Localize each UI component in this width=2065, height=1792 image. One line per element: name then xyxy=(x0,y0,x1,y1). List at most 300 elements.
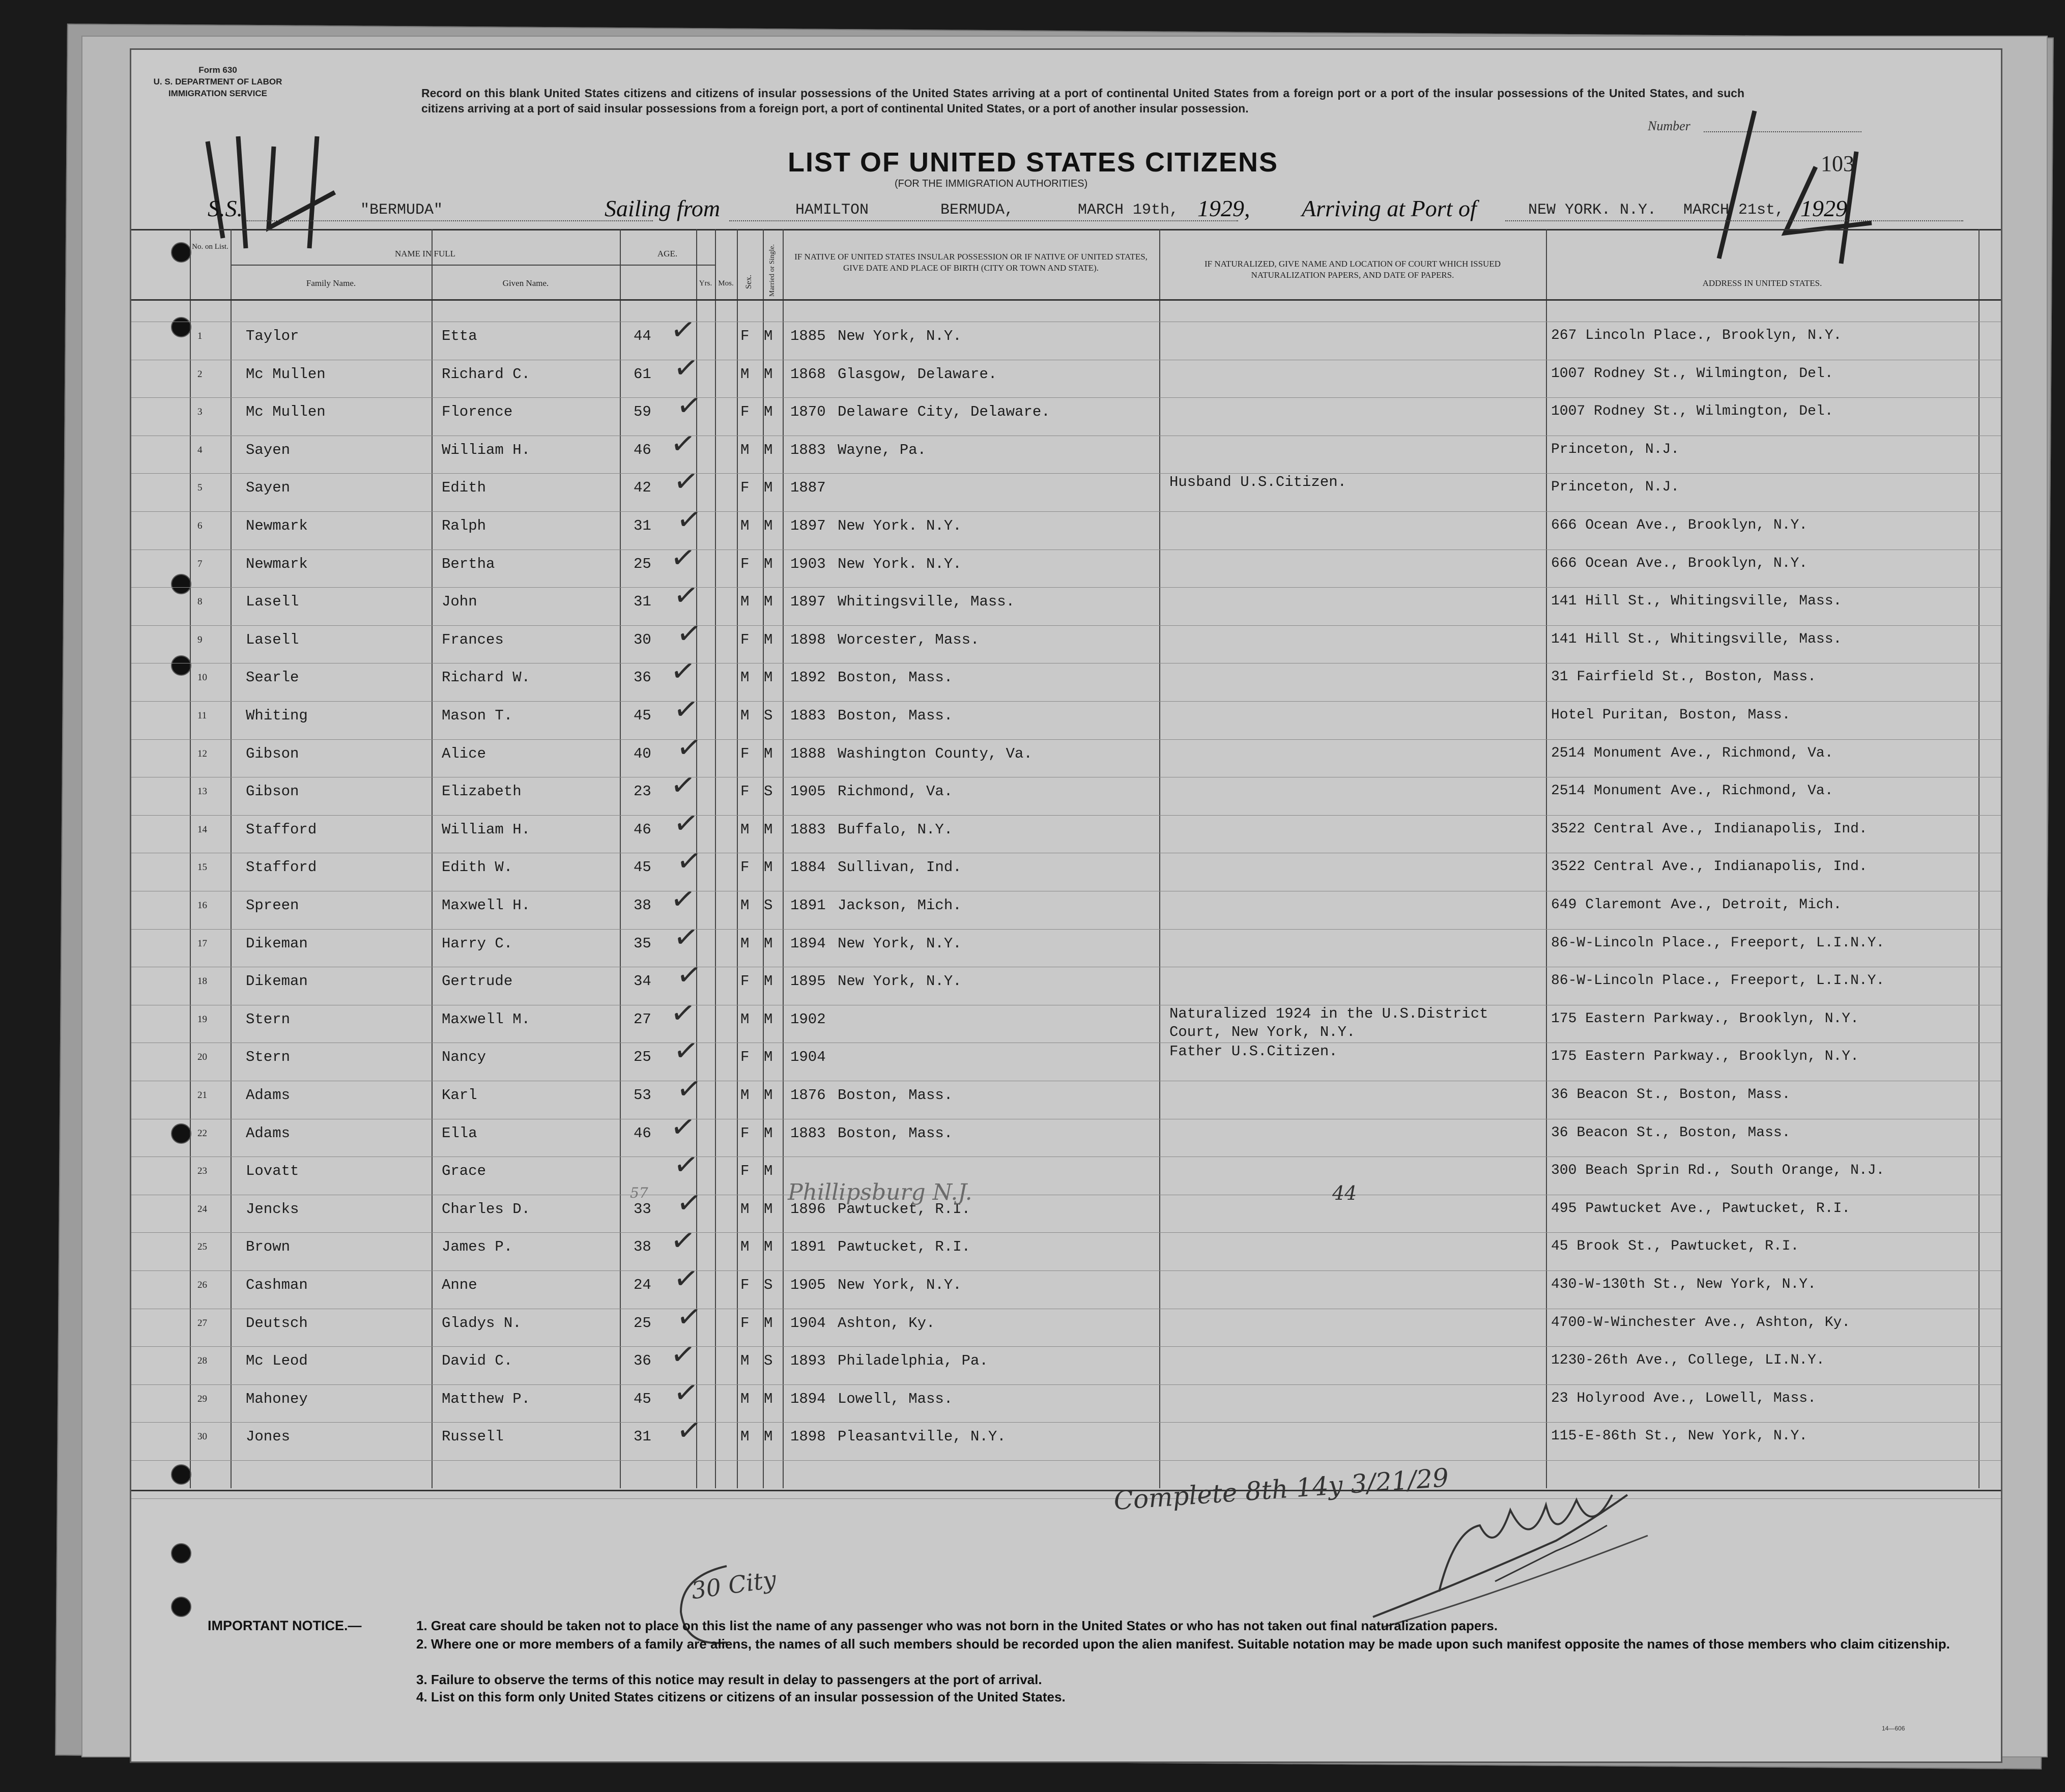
check-mark-icon: ✓ xyxy=(668,880,698,918)
check-mark-icon: ✓ xyxy=(671,918,701,956)
cell-ms: M xyxy=(764,479,773,497)
cell-birth-year: 1891 xyxy=(790,1238,826,1256)
cell-yrs: 59 xyxy=(634,403,651,421)
cell-sex: F xyxy=(740,973,750,990)
cell-birth-place: New York, N.Y. xyxy=(838,1277,962,1293)
cell-family: Sayen xyxy=(246,479,291,497)
cell-ms: M xyxy=(764,1314,773,1332)
cell-family: Dikeman xyxy=(246,973,308,990)
handwritten-count: 30 City xyxy=(690,1565,778,1605)
notice-item: 4. List on this form only United States citizens or citizens of an insular possession of the United States. xyxy=(416,1689,1066,1704)
notice-item: 1. Great care should be taken not to place on this list the name of any passenger who was not born in the United States or who has not taken out final naturalization papers. xyxy=(416,1618,1498,1633)
cell-given: Harry C. xyxy=(442,935,513,952)
cell-ms: M xyxy=(764,669,773,686)
notice-item: 3. Failure to observe the terms of this notice may result in delay to passengers at the port of arrival. xyxy=(416,1672,1042,1687)
header-mos: Mos. xyxy=(718,279,734,287)
cell-given: James P. xyxy=(442,1238,513,1256)
cell-address: 23 Holyrood Ave., Lowell, Mass. xyxy=(1551,1390,1816,1406)
cell-naturalization: Husband U.S.Citizen. xyxy=(1169,474,1347,491)
cell-yrs: 38 xyxy=(634,1238,651,1256)
cell-no: 5 xyxy=(197,482,203,494)
check-mark-icon: ✓ xyxy=(674,1297,704,1336)
cell-birth-place: Delaware City, Delaware. xyxy=(838,403,1050,421)
row-rule xyxy=(131,1232,2001,1233)
cell-family: Sayen xyxy=(246,441,291,458)
check-mark-icon: ✓ xyxy=(671,1259,701,1298)
cell-birth-year: 1894 xyxy=(790,935,826,952)
check-mark-icon: ✓ xyxy=(668,766,698,804)
cell-ms: M xyxy=(764,1163,773,1180)
check-mark-icon: ✓ xyxy=(671,690,701,729)
check-mark-icon: ✓ xyxy=(674,842,704,880)
cell-sex: F xyxy=(740,631,750,648)
cell-birth-place: Boston, Mass. xyxy=(838,707,953,724)
cell-sex: M xyxy=(740,1428,750,1446)
cell-address: 430-W-130th St., New York, N.Y. xyxy=(1551,1277,1816,1292)
department-name: U. S. DEPARTMENT OF LABOR xyxy=(153,77,282,86)
cell-sex: F xyxy=(740,1124,750,1142)
cell-ms: M xyxy=(764,1238,773,1256)
row-rule xyxy=(131,1384,2001,1385)
cell-address: 3522 Central Ave., Indianapolis, Ind. xyxy=(1551,821,1868,837)
cell-address: 2514 Monument Ave., Richmond, Va. xyxy=(1551,745,1833,761)
check-mark-icon: ✓ xyxy=(671,1032,701,1070)
check-mark-icon: ✓ xyxy=(671,463,701,501)
list-title: LIST OF UNITED STATES CITIZENS xyxy=(788,147,1278,178)
cell-birth-year: 1876 xyxy=(790,1087,826,1104)
cell-family: Gibson xyxy=(246,745,299,762)
cell-family: Mc Mullen xyxy=(246,403,326,421)
cell-no: 17 xyxy=(197,938,207,949)
check-mark-icon: ✓ xyxy=(671,1373,701,1411)
cell-sex: F xyxy=(740,859,750,876)
cell-address: 115-E-86th St., New York, N.Y. xyxy=(1551,1428,1808,1444)
row-rule xyxy=(131,815,2001,816)
cell-no: 7 xyxy=(197,558,203,569)
cell-family: Newmark xyxy=(246,555,308,572)
cell-family: Lasell xyxy=(246,631,299,648)
header-given-name: Given Name. xyxy=(502,278,549,288)
cell-birth-year: 1884 xyxy=(790,859,826,876)
check-mark-icon: ✓ xyxy=(668,424,698,463)
handwritten-age-row-23: 57 xyxy=(630,1184,648,1201)
cell-ms: M xyxy=(764,593,773,611)
notice-item: 2. Where one or more members of a family are aliens, the names of all such members should be recorded upon the alien manifest. Suitable notation may be made upon such manifest opposite the names of those members who claim citizenship. xyxy=(416,1636,1950,1652)
cell-no: 11 xyxy=(197,710,207,721)
cell-birth-year: 1905 xyxy=(790,1277,826,1293)
row-rule xyxy=(131,1460,2001,1461)
check-mark-icon: ✓ xyxy=(671,804,701,842)
cell-birth-year: 1888 xyxy=(790,745,826,762)
cell-yrs: 38 xyxy=(634,897,651,914)
cell-birth-place: Boston, Mass. xyxy=(838,1087,953,1104)
cell-yrs: 31 xyxy=(634,517,651,534)
cell-birth-place: Sullivan, Ind. xyxy=(838,859,962,876)
cell-sex: M xyxy=(740,365,750,383)
cell-family: Newmark xyxy=(246,517,308,534)
cell-yrs: 46 xyxy=(634,1124,651,1142)
cell-given: Charles D. xyxy=(442,1200,531,1218)
cell-no: 26 xyxy=(197,1280,207,1290)
cell-ms: M xyxy=(764,1049,773,1066)
cell-birth-place: Worcester, Mass. xyxy=(838,631,980,648)
cell-no: 27 xyxy=(197,1317,207,1328)
cell-no: 23 xyxy=(197,1166,207,1177)
cell-no: 9 xyxy=(197,634,203,645)
cell-yrs: 45 xyxy=(634,1390,651,1407)
cell-birth-place: Jackson, Mich. xyxy=(838,897,962,914)
cell-birth-year: 1883 xyxy=(790,707,826,724)
cell-sex: F xyxy=(740,479,750,497)
arrival-port: NEW YORK. N.Y. xyxy=(1528,201,1657,219)
notice-heading: IMPORTANT NOTICE.— xyxy=(208,1618,362,1633)
cell-given: Edith W. xyxy=(442,859,513,876)
cell-birth-place: Washington County, Va. xyxy=(838,745,1032,762)
cell-family: Spreen xyxy=(246,897,299,914)
cell-address: 4700-W-Winchester Ave., Ashton, Ky. xyxy=(1551,1314,1851,1331)
cell-yrs: 30 xyxy=(634,631,651,648)
cell-yrs: 24 xyxy=(634,1277,651,1293)
cell-address: 175 Eastern Parkway., Brooklyn, N.Y. xyxy=(1551,1049,1859,1065)
form-print-code: 14—606 xyxy=(1882,1725,1905,1732)
cell-ms: M xyxy=(764,821,773,838)
cell-family: Adams xyxy=(246,1087,291,1104)
check-mark-icon: ✓ xyxy=(674,956,704,994)
cell-address: 36 Beacon St., Boston, Mass. xyxy=(1551,1124,1791,1141)
cell-family: Gibson xyxy=(246,783,299,800)
cell-birth-year: 1898 xyxy=(790,631,826,648)
arrival-year: 1929 xyxy=(1800,195,1847,221)
cell-birth-year: 1883 xyxy=(790,821,826,838)
cell-ms: S xyxy=(764,707,773,724)
row-rule xyxy=(131,587,2001,588)
row-rule xyxy=(131,1498,2001,1499)
cell-birth-place: Lowell, Mass. xyxy=(838,1390,953,1407)
cell-address: Princeton, N.J. xyxy=(1551,441,1680,457)
check-mark-icon: ✓ xyxy=(671,349,701,387)
cell-address: 1230-26th Ave., College, LI.N.Y. xyxy=(1551,1352,1825,1369)
cell-family: Lovatt xyxy=(246,1163,299,1180)
header-no-on-list: No. on List. xyxy=(192,243,228,251)
cell-given: David C. xyxy=(442,1352,513,1370)
cell-birth-year: 1883 xyxy=(790,1124,826,1142)
cell-yrs: 31 xyxy=(634,593,651,611)
cell-ms: M xyxy=(764,517,773,534)
ss-label: S.S. xyxy=(208,195,243,221)
row-rule xyxy=(131,397,2001,398)
cell-address: 666 Ocean Ave., Brooklyn, N.Y. xyxy=(1551,555,1808,571)
cell-given: Gertrude xyxy=(442,973,513,990)
cell-ms: M xyxy=(764,631,773,648)
cell-birth-place: New York. N.Y. xyxy=(838,555,962,572)
cell-address: 300 Beach Sprin Rd., South Orange, N.J. xyxy=(1551,1163,1885,1179)
arriving-label: Arriving at Port of xyxy=(1302,195,1477,221)
cell-given: Karl xyxy=(442,1087,477,1104)
row-rule xyxy=(131,511,2001,512)
cell-sex: M xyxy=(740,1010,750,1028)
check-mark-icon: ✓ xyxy=(674,1411,704,1450)
service-name: IMMIGRATION SERVICE xyxy=(168,89,267,98)
cell-no: 1 xyxy=(197,331,203,341)
cell-address: 2514 Monument Ave., Richmond, Va. xyxy=(1551,783,1833,799)
cell-birth-place: Wayne, Pa. xyxy=(838,441,927,458)
cell-sex: M xyxy=(740,517,750,534)
cell-ms: M xyxy=(764,1200,773,1218)
cell-given: Ralph xyxy=(442,517,486,534)
cell-no: 6 xyxy=(197,521,203,531)
header-birth: IF NATIVE OF UNITED STATES INSULAR POSSESSION OR IF NATIVE OF UNITED STATES, GIVE DATE AND PLACE OF BIRTH (CITY OR TOWN AND STATE). xyxy=(794,252,1148,273)
check-mark-icon: ✓ xyxy=(668,1108,698,1146)
cell-no: 2 xyxy=(197,368,203,380)
cell-family: Mc Mullen xyxy=(246,365,326,383)
cell-given: Richard C. xyxy=(442,365,531,383)
cell-no: 24 xyxy=(197,1203,207,1215)
check-mark-icon: ✓ xyxy=(674,614,704,652)
check-mark-icon: ✓ xyxy=(674,387,704,425)
cell-sex: F xyxy=(740,745,750,762)
cell-birth-year: 1891 xyxy=(790,897,826,914)
cell-no: 3 xyxy=(197,407,203,418)
departure-place: BERMUDA, xyxy=(940,201,1014,219)
cell-family: Jones xyxy=(246,1428,291,1446)
cell-given: Richard W. xyxy=(442,669,531,686)
cell-ms: M xyxy=(764,1087,773,1104)
cell-no: 19 xyxy=(197,1014,207,1025)
cell-ms: M xyxy=(764,973,773,990)
check-mark-icon: ✓ xyxy=(671,576,701,615)
sailing-year: 1929, xyxy=(1197,195,1250,221)
cell-address: 267 Lincoln Place., Brooklyn, N.Y. xyxy=(1551,328,1842,343)
cell-ms: M xyxy=(764,403,773,421)
cell-given: William H. xyxy=(442,441,531,458)
cell-yrs: 46 xyxy=(634,441,651,458)
cell-sex: F xyxy=(740,555,750,572)
cell-birth-place: Pawtucket, R.I. xyxy=(838,1238,971,1256)
cell-no: 20 xyxy=(197,1052,207,1063)
cell-birth-place: New York. N.Y. xyxy=(838,517,962,534)
cell-birth-year: 1903 xyxy=(790,555,826,572)
check-mark-icon: ✓ xyxy=(668,310,698,349)
cell-birth-place: Pawtucket, R.I. xyxy=(838,1200,971,1218)
cell-birth-year: 1868 xyxy=(790,365,826,383)
cell-address: 31 Fairfield St., Boston, Mass. xyxy=(1551,669,1816,685)
cell-ms: M xyxy=(764,328,773,344)
handwritten-complete-note: Complete 8th 14y 3/21/29 xyxy=(1112,1463,1450,1516)
header-age: AGE. xyxy=(657,249,678,258)
cell-given: Elizabeth xyxy=(442,783,522,800)
cell-family: Stafford xyxy=(246,821,317,838)
row-rule xyxy=(131,473,2001,474)
cell-family: Mahoney xyxy=(246,1390,308,1407)
cell-yrs: 61 xyxy=(634,365,651,383)
cell-ms: S xyxy=(764,783,773,800)
cell-no: 12 xyxy=(197,748,207,759)
cell-family: Brown xyxy=(246,1238,291,1256)
cell-yrs: 36 xyxy=(634,669,651,686)
number-label: Number xyxy=(1648,119,1690,133)
cell-address: 1007 Rodney St., Wilmington, Del. xyxy=(1551,365,1833,382)
cell-birth-place: Ashton, Ky. xyxy=(838,1314,935,1332)
cell-given: Russell xyxy=(442,1428,504,1446)
cell-sex: M xyxy=(740,1087,750,1104)
cell-ms: M xyxy=(764,859,773,876)
cell-family: Lasell xyxy=(246,593,299,611)
check-mark-icon: ✓ xyxy=(668,652,698,690)
form-identification xyxy=(152,64,284,99)
cell-ms: S xyxy=(764,1352,773,1370)
check-mark-icon: ✓ xyxy=(668,538,698,576)
cell-address: 3522 Central Ave., Indianapolis, Ind. xyxy=(1551,859,1868,875)
header-sex: Sex. xyxy=(744,275,753,289)
cell-family: Stern xyxy=(246,1049,291,1066)
cell-given: Alice xyxy=(442,745,486,762)
handwritten-note-row-23: 44 xyxy=(1332,1182,1357,1204)
cell-yrs: 27 xyxy=(634,1010,651,1028)
cell-given: Anne xyxy=(442,1277,477,1293)
cell-yrs: 23 xyxy=(634,783,651,800)
cell-yrs: 40 xyxy=(634,745,651,762)
cell-birth-place: Boston, Mass. xyxy=(838,669,953,686)
cell-sex: F xyxy=(740,1049,750,1066)
cell-address: Hotel Puritan, Boston, Mass. xyxy=(1551,707,1791,723)
row-rule xyxy=(131,1270,2001,1271)
cell-family: Mc Leod xyxy=(246,1352,308,1370)
cell-family: Deutsch xyxy=(246,1314,308,1332)
cell-ms: M xyxy=(764,1390,773,1407)
cell-ms: S xyxy=(764,897,773,914)
cell-sex: M xyxy=(740,593,750,611)
check-mark-icon: ✓ xyxy=(674,728,704,766)
stamped-page-number: 103 xyxy=(1821,151,1854,176)
cell-sex: F xyxy=(740,403,750,421)
ship-name: "BERMUDA" xyxy=(360,201,443,219)
cell-yrs: 36 xyxy=(634,1352,651,1370)
cell-birth-year: 1892 xyxy=(790,669,826,686)
cell-birth-place: Boston, Mass. xyxy=(838,1124,953,1142)
cell-address: 141 Hill St., Whitingsville, Mass. xyxy=(1551,631,1842,647)
cell-no: 10 xyxy=(197,672,207,683)
cell-yrs: 31 xyxy=(634,1428,651,1446)
cell-given: Bertha xyxy=(442,555,495,572)
row-rule xyxy=(131,625,2001,626)
cell-yrs: 25 xyxy=(634,555,651,572)
cell-sex: F xyxy=(740,1277,750,1293)
cell-family: Stern xyxy=(246,1010,291,1028)
cell-birth-place: Richmond, Va. xyxy=(838,783,953,800)
cell-birth-place: New York, N.Y. xyxy=(838,935,962,952)
cell-no: 13 xyxy=(197,786,207,797)
cell-birth-year: 1895 xyxy=(790,973,826,990)
cell-given: Matthew P. xyxy=(442,1390,531,1407)
handwritten-birth-row-23: Phillipsburg N.J. xyxy=(788,1179,972,1205)
cell-birth-place: New York, N.Y. xyxy=(838,973,962,990)
cell-ms: M xyxy=(764,1428,773,1446)
cell-sex: M xyxy=(740,1390,750,1407)
cell-yrs: 35 xyxy=(634,935,651,952)
cell-ms: S xyxy=(764,1277,773,1293)
cell-given: Nancy xyxy=(442,1049,486,1066)
cell-address: Princeton, N.J. xyxy=(1551,479,1680,496)
list-subtitle: (FOR THE IMMIGRATION AUTHORITIES) xyxy=(895,178,1088,189)
cell-birth-year: 1897 xyxy=(790,517,826,534)
cell-birth-year: 1902 xyxy=(790,1010,826,1028)
cell-ms: M xyxy=(764,1124,773,1142)
binder-hole xyxy=(171,1597,191,1617)
cell-birth-place: Philadelphia, Pa. xyxy=(838,1352,988,1370)
cell-birth-year: 1897 xyxy=(790,593,826,611)
cell-birth-place: New York, N.Y. xyxy=(838,328,962,344)
cell-sex: F xyxy=(740,1314,750,1332)
cell-birth-year: 1898 xyxy=(790,1428,826,1446)
cell-birth-year: 1894 xyxy=(790,1390,826,1407)
cell-ms: M xyxy=(764,1010,773,1028)
cell-birth-year: 1904 xyxy=(790,1049,826,1066)
form-number: Form 630 xyxy=(198,65,237,75)
cell-address: 86-W-Lincoln Place., Freeport, L.I.N.Y. xyxy=(1551,935,1885,951)
departure-port: HAMILTON xyxy=(795,201,869,219)
cell-family: Searle xyxy=(246,669,299,686)
check-mark-icon: ✓ xyxy=(674,1183,704,1222)
cell-sex: M xyxy=(740,441,750,458)
cell-family: Cashman xyxy=(246,1277,308,1293)
cell-given: John xyxy=(442,593,477,611)
cell-no: 21 xyxy=(197,1090,207,1101)
sailing-from-label: Sailing from xyxy=(605,195,721,221)
cell-given: Etta xyxy=(442,328,477,344)
manifest-sheet xyxy=(130,48,2002,1763)
cell-birth-place: Glasgow, Delaware. xyxy=(838,365,997,383)
cell-yrs: 42 xyxy=(634,479,651,497)
header-name-in-full: NAME IN FULL xyxy=(395,249,455,258)
cell-given: Grace xyxy=(442,1163,486,1180)
cell-birth-year: 1904 xyxy=(790,1314,826,1332)
cell-given: Ella xyxy=(442,1124,477,1142)
cell-no: 4 xyxy=(197,444,203,455)
header-married-single: Married or Single. xyxy=(768,244,776,297)
cell-given: Edith xyxy=(442,479,486,497)
check-mark-icon: ✓ xyxy=(668,1336,698,1374)
cell-yrs: 25 xyxy=(634,1049,651,1066)
cell-yrs: 44 xyxy=(634,328,651,344)
cell-birth-year: 1893 xyxy=(790,1352,826,1370)
cell-address: 495 Pawtucket Ave., Pawtucket, R.I. xyxy=(1551,1200,1851,1217)
cell-naturalization: Naturalized 1924 in the U.S.District Court, New York, N.Y. xyxy=(1169,1005,1488,1040)
cell-given: Florence xyxy=(442,403,513,421)
cell-address: 45 Brook St., Pawtucket, R.I. xyxy=(1551,1238,1799,1255)
cell-sex: M xyxy=(740,707,750,724)
cell-ms: M xyxy=(764,441,773,458)
cell-sex: M xyxy=(740,1200,750,1218)
header-family-name: Family Name. xyxy=(306,278,356,288)
check-mark-icon: ✓ xyxy=(674,1070,704,1108)
cell-birth-year: 1887 xyxy=(790,479,826,497)
cell-given: Frances xyxy=(442,631,504,648)
cell-given: Mason T. xyxy=(442,707,513,724)
cell-birth-year: 1885 xyxy=(790,328,826,344)
binder-hole xyxy=(171,1543,191,1564)
header-naturalization: IF NATURALIZED, GIVE NAME AND LOCATION OF COURT WHICH ISSUED NATURALIZATION PAPERS, AND DATE OF PAPERS. xyxy=(1204,259,1501,280)
cell-family: Stafford xyxy=(246,859,317,876)
cell-family: Taylor xyxy=(246,328,299,344)
cell-no: 14 xyxy=(197,824,207,835)
row-rule xyxy=(131,701,2001,702)
header-address: ADDRESS IN UNITED STATES. xyxy=(1702,278,1822,288)
cell-sex: M xyxy=(740,821,750,838)
check-mark-icon: ✓ xyxy=(674,500,704,539)
record-instructions: Record on this blank United States citizens and citizens of insular possessions of the United States arriving at a port of continental United States from a foreign port or a port of the insular possessions of the United States, and such citizens arriving at a port of said insular possessions from a foreign port, a port of continental United States, or a port of another insular possession. xyxy=(421,86,1744,115)
check-mark-icon: ✓ xyxy=(671,1146,701,1184)
cell-naturalization: Father U.S.Citizen. xyxy=(1169,1043,1338,1060)
